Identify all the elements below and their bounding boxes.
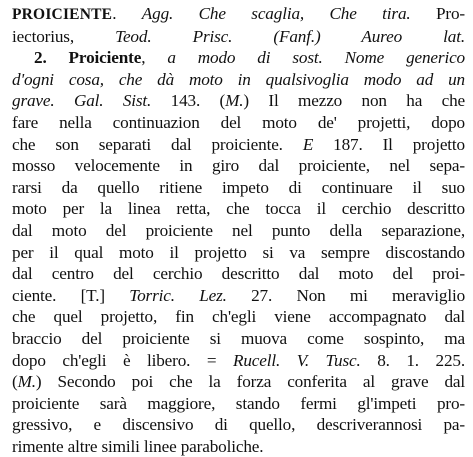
entry-line-4: d'ogni cosa, che dà moto in qualsivoglia modo ad un [12, 69, 465, 89]
entry-line-16: braccio del proiciente si muova come sospinto, ma [12, 328, 465, 348]
source-citation: Rucell. V. Tusc. [233, 350, 361, 370]
entry-line-3: 2. Proiciente, a modo di sost. Nome generico [34, 48, 465, 68]
entry-line-17: dopo ch'egli è libero. = Rucell. V. Tusc. 8. 1. 225. [12, 350, 465, 370]
entry-line-21: rimente altre simili linee paraboliche. [12, 436, 264, 456]
entry-line-15: che quel projetto, fin ch'egli viene accompagnato dal [12, 307, 465, 327]
entry-line-6: fare nella continuazion del moto de' projetti, dopo [12, 112, 465, 132]
source-citation: Teod. Prisc. (Fanf.) Aureo lat. [115, 26, 465, 46]
entry-line-10: moto per la linea retta, che tocca il cerchio descritto [12, 199, 465, 219]
source-citation: Torric. Lez. [129, 285, 227, 305]
source-citation: grave. Gal. Sist. [12, 91, 152, 111]
sense-2-heading: 2. Proiciente [34, 48, 142, 68]
entry-line-20: gressivo, e discensivo di quello, descriverannosi pa- [12, 415, 465, 435]
entry-line-12: per il qual moto il projetto si va sempre discostando [12, 242, 465, 262]
entry-line-13: dal centro del cerchio descritto dal moto del proi- [12, 264, 465, 284]
entry-line-9: rarsi da quello ritiene impeto di continuare il suo [12, 177, 465, 197]
entry-line-2: iectorius, Teod. Prisc. (Fanf.) Aureo lat. [12, 26, 465, 46]
entry-line-5: grave. Gal. Sist. 143. (M.) Il mezzo non ha che [12, 91, 465, 111]
entry-line-11: dal moto del proiciente nel punto della separazione, [12, 220, 465, 240]
entry-line-18: (M.) Secondo poi che la forza conferita al grave dal [12, 372, 465, 392]
entry-line-1: PROICIENTE. Agg. Che scaglia, Che tira. Pro- [12, 4, 465, 23]
entry-line-14: ciente. [T.] Torric. Lez. 27. Non mi meraviglio [12, 285, 466, 305]
entry-line-7: che son separati dal proiciente. E 187. Il projetto [12, 134, 465, 154]
entry-line-8: mosso velocemente in giro dal proiciente, nel sepa- [12, 156, 465, 176]
part-of-speech: Agg. Che scaglia, Che tira. [141, 4, 411, 23]
entry-line-19: proiciente sarà maggiore, stando fermi gl'impeti pro- [12, 393, 465, 413]
headword: PROICIENTE [12, 6, 113, 23]
